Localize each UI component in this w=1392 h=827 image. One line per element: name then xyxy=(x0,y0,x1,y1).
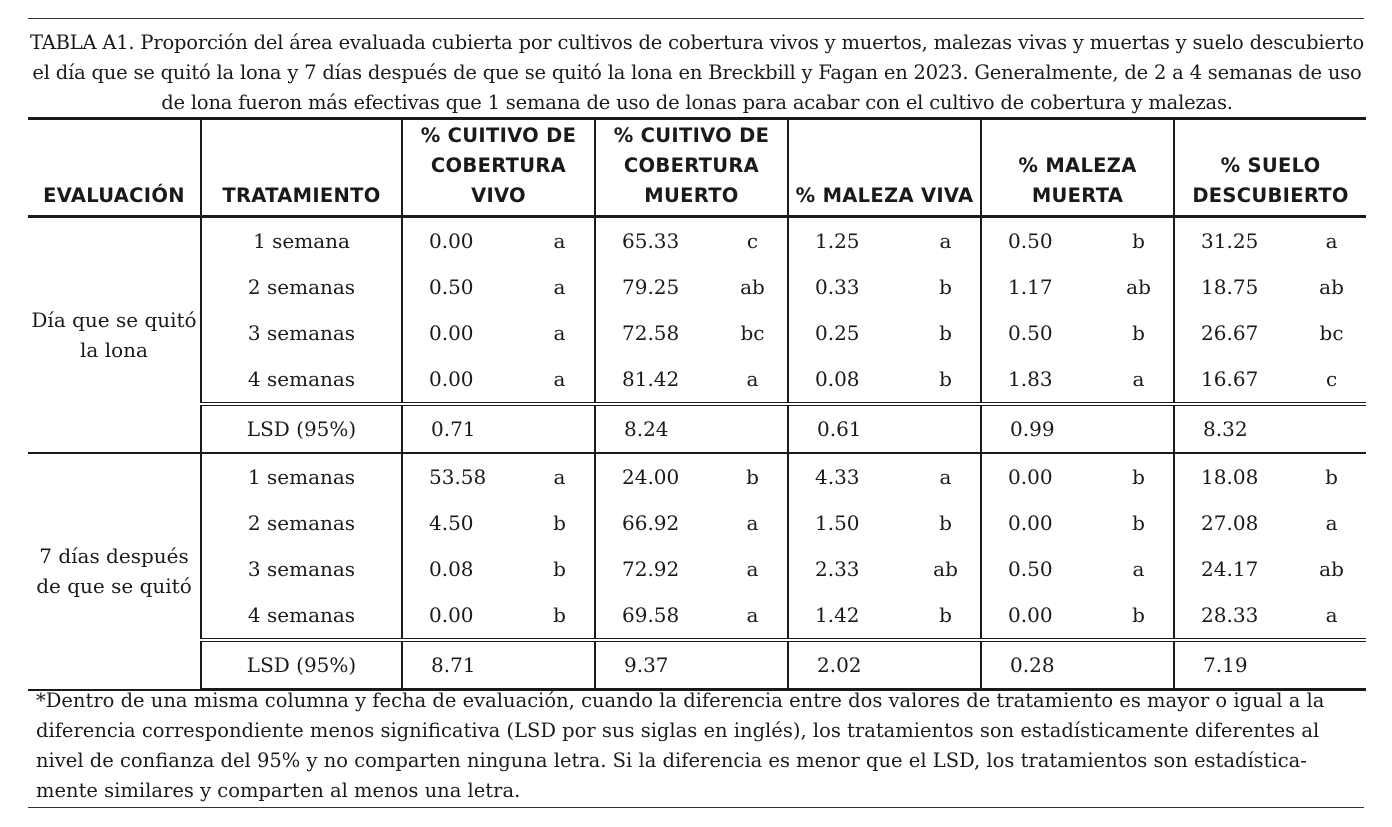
value-cell: 0.25 xyxy=(788,310,911,356)
value-cell: 79.25 xyxy=(595,264,718,310)
value-cell: 1.25 xyxy=(788,217,911,265)
lsd-value: 7.19 xyxy=(1174,640,1366,690)
lsd-value: 8.32 xyxy=(1174,404,1366,453)
value-cell: 31.25 xyxy=(1174,217,1297,265)
value-cell: 18.08 xyxy=(1174,453,1297,500)
treatment-cell: 1 semanas xyxy=(201,453,402,500)
header-evaluacion: EVALUACIÓN xyxy=(28,119,201,217)
value-cell: 24.17 xyxy=(1174,546,1297,592)
letter-cell: ab xyxy=(933,557,958,581)
value-cell: 4.50 xyxy=(402,500,525,546)
letter-cell: a xyxy=(1325,603,1338,627)
letter-cell: b xyxy=(1132,465,1145,489)
value-cell: 16.67 xyxy=(1174,356,1297,404)
treatment-cell: 4 semanas xyxy=(201,592,402,640)
letter-cell: a xyxy=(553,465,566,489)
letter-cell: b xyxy=(553,511,566,535)
value-cell: 1.17 xyxy=(981,264,1104,310)
letter-cell: a xyxy=(1325,511,1338,535)
header-maleza-viva: % MALEZA VIVA xyxy=(788,119,981,217)
value-cell: 2.33 xyxy=(788,546,911,592)
value-cell: 72.92 xyxy=(595,546,718,592)
table-row xyxy=(28,500,1366,546)
treatment-cell: 4 semanas xyxy=(201,356,402,404)
value-cell: 1.50 xyxy=(788,500,911,546)
letter-cell: a xyxy=(939,465,952,489)
letter-cell: b xyxy=(1132,229,1145,253)
lsd-value: 8.71 xyxy=(402,640,595,690)
letter-cell: a xyxy=(553,229,566,253)
table-row xyxy=(28,217,1366,265)
value-cell: 0.33 xyxy=(788,264,911,310)
value-cell: 1.83 xyxy=(981,356,1104,404)
letter-cell: b xyxy=(939,275,952,299)
value-cell: 24.00 xyxy=(595,453,718,500)
letter-cell: b xyxy=(939,511,952,535)
letter-cell: a xyxy=(746,603,759,627)
letter-cell: b xyxy=(1132,511,1145,535)
letter-cell: c xyxy=(1325,367,1338,391)
treatment-cell: 3 semanas xyxy=(201,310,402,356)
table-row xyxy=(28,453,1366,500)
letter-cell: b xyxy=(1132,603,1145,627)
letter-cell: a xyxy=(939,229,952,253)
lsd-value: 2.02 xyxy=(788,640,981,690)
letter-cell: ab xyxy=(1126,275,1151,299)
table-caption: TABLA A1. Proporción del área evaluada cubierta por cultivos de cobertura vivos y muertos, malezas vivas y muertas y suelo descubierto el día que se quitó la lona y 7 días después de que se quitó la lona en Breckbill y Fagan en 2023. Generalmente, de 2 a 4 semanas de uso de lona fueron más efectivas que 1 semana de uso de lonas para acabar con el cultivo de cobertura y malezas. xyxy=(29,31,1365,114)
value-cell: 69.58 xyxy=(595,592,718,640)
footnote: *Dentro de una misma columna y fecha de evaluación, cuando la diferencia entre dos valores de tratamiento es mayor o igual a la diferencia correspondiente menos significativa (LSD por sus siglas en inglés), los tratamientos son estadísticamente diferentes al nivel de confianza del 95% y no comparten ninguna letra. Si la diferencia es menor que el LSD, los tratamientos son estadística-mente similares y comparten al menos una letra. xyxy=(36,689,1325,802)
lsd-label: LSD (95%) xyxy=(201,404,402,453)
value-cell: 66.92 xyxy=(595,500,718,546)
letter-cell: a xyxy=(553,275,566,299)
letter-cell: b xyxy=(939,603,952,627)
header-tratamiento: TRATAMIENTO xyxy=(201,119,402,217)
header-cultivo-vivo: % CUITIVO DE COBERTURA VIVO xyxy=(402,119,595,217)
letter-cell: a xyxy=(1132,367,1145,391)
value-cell: 81.42 xyxy=(595,356,718,404)
value-cell: 0.00 xyxy=(981,453,1104,500)
value-cell: 0.50 xyxy=(402,264,525,310)
lsd-row xyxy=(28,404,1366,453)
letter-cell: b xyxy=(1132,321,1145,345)
value-cell: 65.33 xyxy=(595,217,718,265)
top-rule xyxy=(28,18,1364,19)
evaluation-label: Día que se quitó la lona xyxy=(28,217,201,454)
letter-cell: b xyxy=(746,465,759,489)
value-cell: 4.33 xyxy=(788,453,911,500)
treatment-cell: 1 semana xyxy=(201,217,402,265)
letter-cell: ab xyxy=(1319,557,1344,581)
value-cell: 0.50 xyxy=(981,546,1104,592)
value-cell: 0.00 xyxy=(402,217,525,265)
letter-cell: a xyxy=(1325,229,1338,253)
value-cell: 0.00 xyxy=(402,356,525,404)
table-row xyxy=(28,592,1366,640)
header-cultivo-muerto: % CUITIVO DE COBERTURA MUERTO xyxy=(595,119,788,217)
letter-cell: a xyxy=(553,321,566,345)
value-cell: 27.08 xyxy=(1174,500,1297,546)
table-row xyxy=(28,356,1366,404)
lsd-row xyxy=(28,640,1366,690)
letter-cell: a xyxy=(746,557,759,581)
letter-cell: bc xyxy=(740,321,765,345)
value-cell: 0.08 xyxy=(788,356,911,404)
treatment-cell: 2 semanas xyxy=(201,500,402,546)
letter-cell: bc xyxy=(1319,321,1344,345)
letter-cell: a xyxy=(553,367,566,391)
value-cell: 0.08 xyxy=(402,546,525,592)
table-row xyxy=(28,546,1366,592)
letter-cell: b xyxy=(553,603,566,627)
letter-cell: c xyxy=(746,229,759,253)
value-cell: 72.58 xyxy=(595,310,718,356)
lsd-value: 0.28 xyxy=(981,640,1174,690)
table-row xyxy=(28,310,1366,356)
letter-cell: b xyxy=(1325,465,1338,489)
value-cell: 18.75 xyxy=(1174,264,1297,310)
letter-cell: b xyxy=(939,321,952,345)
value-cell: 53.58 xyxy=(402,453,525,500)
treatment-cell: 2 semanas xyxy=(201,264,402,310)
letter-cell: ab xyxy=(1319,275,1344,299)
lsd-value: 9.37 xyxy=(595,640,788,690)
lsd-value: 0.71 xyxy=(402,404,595,453)
header-suelo-descubierto: % SUELO DESCUBIERTO xyxy=(1174,119,1366,217)
letter-cell: b xyxy=(939,367,952,391)
lsd-label: LSD (95%) xyxy=(201,640,402,690)
letter-cell: a xyxy=(746,511,759,535)
value-cell: 0.00 xyxy=(981,592,1104,640)
letter-cell: ab xyxy=(740,275,765,299)
letter-cell: b xyxy=(553,557,566,581)
treatment-cell: 3 semanas xyxy=(201,546,402,592)
evaluation-label: 7 días después de que se quitó xyxy=(28,453,201,690)
lsd-value: 0.99 xyxy=(981,404,1174,453)
header-maleza-muerta: % MALEZA MUERTA xyxy=(981,119,1174,217)
lsd-value: 0.61 xyxy=(788,404,981,453)
results-table xyxy=(28,117,1366,691)
value-cell: 1.42 xyxy=(788,592,911,640)
value-cell: 0.00 xyxy=(402,592,525,640)
value-cell: 0.50 xyxy=(981,217,1104,265)
value-cell: 26.67 xyxy=(1174,310,1297,356)
value-cell: 28.33 xyxy=(1174,592,1297,640)
table-row xyxy=(28,264,1366,310)
letter-cell: a xyxy=(746,367,759,391)
letter-cell: a xyxy=(1132,557,1145,581)
value-cell: 0.50 xyxy=(981,310,1104,356)
value-cell: 0.00 xyxy=(981,500,1104,546)
value-cell: 0.00 xyxy=(402,310,525,356)
lsd-value: 8.24 xyxy=(595,404,788,453)
bottom-rule xyxy=(28,807,1364,808)
